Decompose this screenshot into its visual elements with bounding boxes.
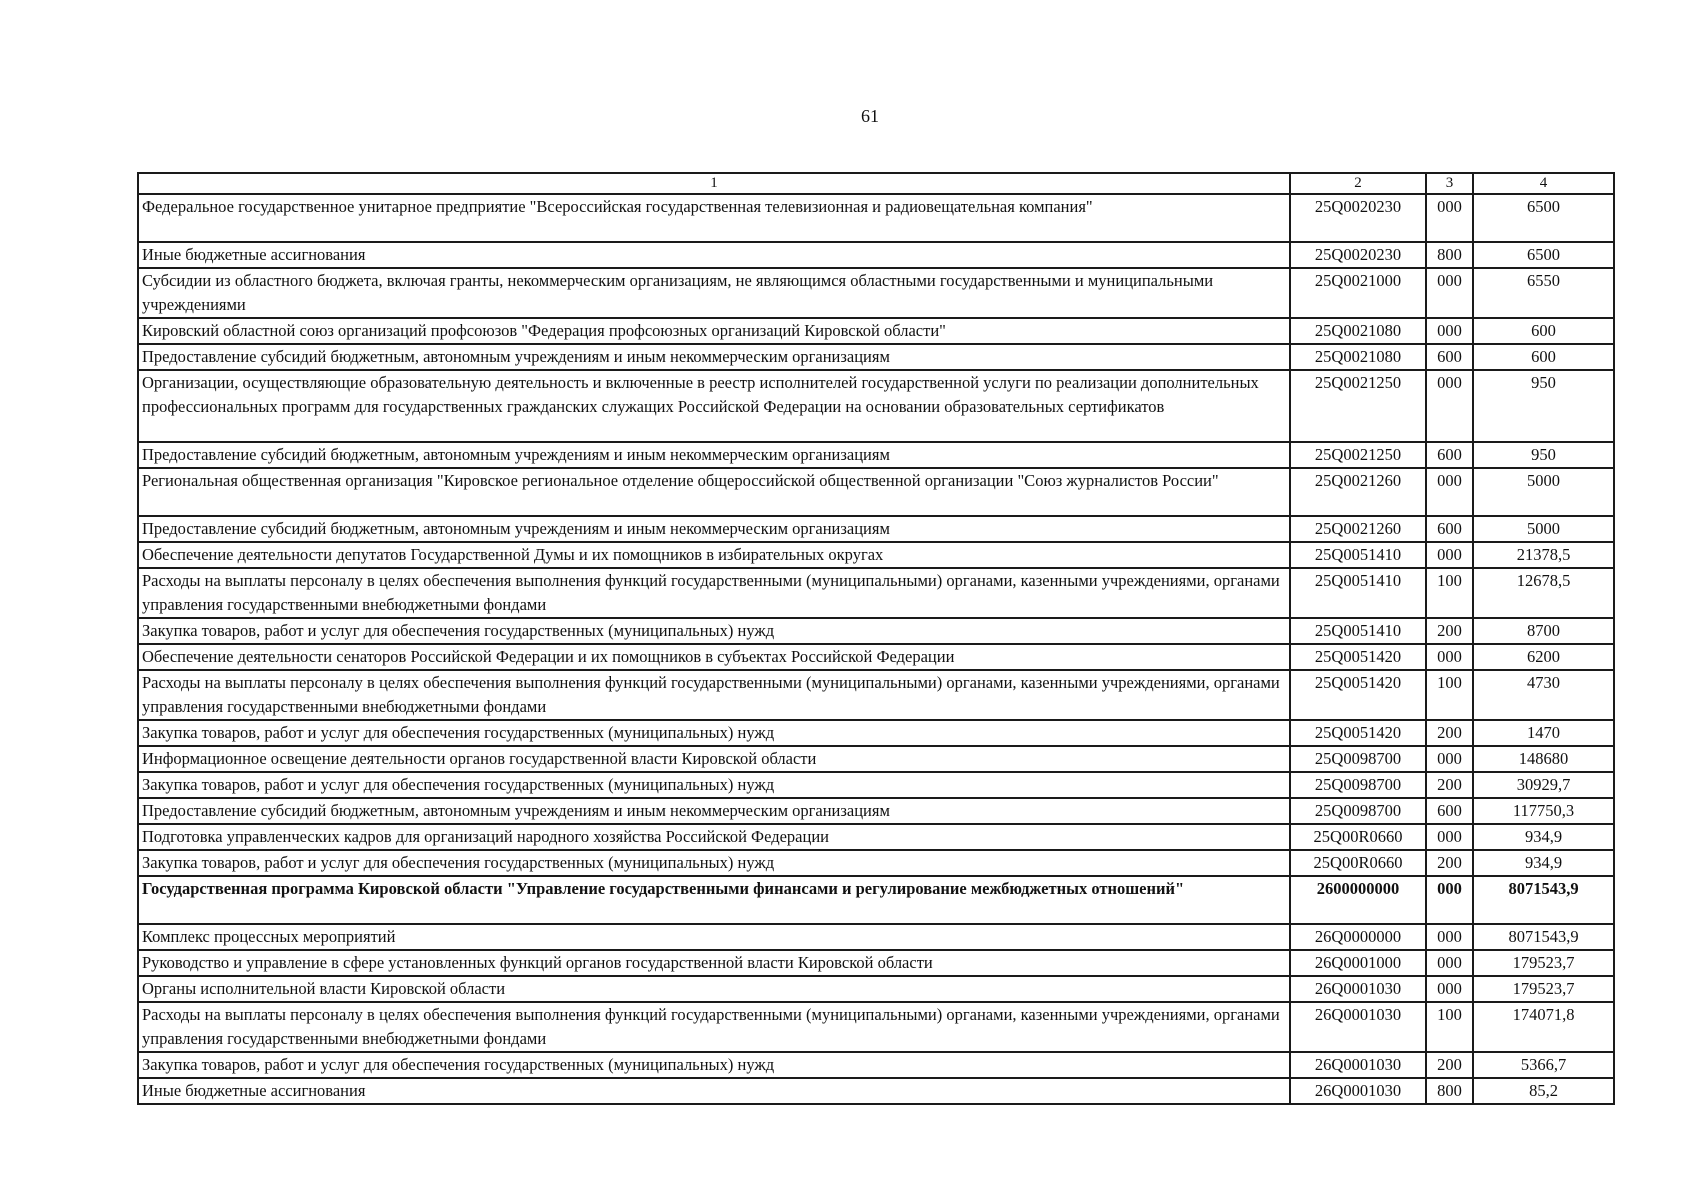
row-expense-type-cell: 100 [1426,670,1473,720]
row-expense-type-cell: 000 [1426,976,1473,1002]
row-amount-cell: 600 [1473,344,1614,370]
row-expense-type-cell: 100 [1426,568,1473,618]
row-expense-type-cell: 000 [1426,318,1473,344]
row-expense-type-cell: 600 [1426,442,1473,468]
row-expense-type-cell: 200 [1426,1052,1473,1078]
table-row [138,950,1614,976]
row-expense-type-cell: 200 [1426,618,1473,644]
row-expense-type-cell: 600 [1426,798,1473,824]
row-name-cell: Организации, осуществляющие образовательную деятельность и включенные в реестр исполнителей государственной услуги по реализации дополнительных профессиональных программ для государственных гражданских служащих Российской Федерации на основании образовательных сертификатов [138,370,1290,442]
row-amount-cell: 117750,3 [1473,798,1614,824]
row-name-cell: Предоставление субсидий бюджетным, автономным учреждениям и иным некоммерческим организациям [138,442,1290,468]
table-row [138,516,1614,542]
row-code-cell: 26Q0001030 [1290,976,1426,1002]
column-header-1: 1 [138,173,1290,194]
table-row [138,976,1614,1002]
row-code-cell: 25Q0021080 [1290,344,1426,370]
row-expense-type-cell: 800 [1426,1078,1473,1104]
row-expense-type-cell: 000 [1426,824,1473,850]
table-row [138,194,1614,242]
table-row [138,1052,1614,1078]
row-expense-type-cell: 000 [1426,268,1473,318]
row-amount-cell: 8071543,9 [1473,876,1614,924]
column-header-3: 3 [1426,173,1473,194]
row-name-cell: Предоставление субсидий бюджетным, автономным учреждениям и иным некоммерческим организациям [138,516,1290,542]
table-row [138,344,1614,370]
row-name-cell: Расходы на выплаты персоналу в целях обеспечения выполнения функций государственными (муниципальными) органами, казенными учреждениями, органами управления государственными внебюджетными фондами [138,568,1290,618]
table-row [138,876,1614,924]
row-name-cell: Закупка товаров, работ и услуг для обеспечения государственных (муниципальных) нужд [138,720,1290,746]
table-header-row [138,173,1614,194]
row-code-cell: 25Q0051420 [1290,670,1426,720]
row-amount-cell: 21378,5 [1473,542,1614,568]
table-row [138,720,1614,746]
row-expense-type-cell: 600 [1426,516,1473,542]
row-name-cell: Расходы на выплаты персоналу в целях обеспечения выполнения функций государственными (муниципальными) органами, казенными учреждениями, органами управления государственными внебюджетными фондами [138,670,1290,720]
table-row [138,924,1614,950]
row-name-cell: Иные бюджетные ассигнования [138,242,1290,268]
page-number: 61 [861,106,879,126]
row-code-cell: 25Q0051410 [1290,618,1426,644]
table-body [138,194,1614,1104]
row-name-cell: Кировский областной союз организаций профсоюзов "Федерация профсоюзных организаций Кировской области" [138,318,1290,344]
row-amount-cell: 6200 [1473,644,1614,670]
row-expense-type-cell: 100 [1426,1002,1473,1052]
row-code-cell: 25Q0098700 [1290,772,1426,798]
row-code-cell: 25Q00R0660 [1290,824,1426,850]
table-row [138,824,1614,850]
table-row [138,644,1614,670]
table-row [138,746,1614,772]
row-expense-type-cell: 200 [1426,850,1473,876]
table-row [138,798,1614,824]
row-expense-type-cell: 600 [1426,344,1473,370]
row-amount-cell: 934,9 [1473,850,1614,876]
table-row [138,670,1614,720]
row-name-cell: Закупка товаров, работ и услуг для обеспечения государственных (муниципальных) нужд [138,772,1290,798]
row-name-cell: Федеральное государственное унитарное предприятие "Всероссийская государственная телевизионная и радиовещательная компания" [138,194,1290,242]
row-amount-cell: 1470 [1473,720,1614,746]
row-expense-type-cell: 000 [1426,644,1473,670]
row-expense-type-cell: 200 [1426,720,1473,746]
row-code-cell: 25Q0021250 [1290,442,1426,468]
row-code-cell: 2600000000 [1290,876,1426,924]
table-row [138,318,1614,344]
row-expense-type-cell: 000 [1426,370,1473,442]
row-amount-cell: 5000 [1473,516,1614,542]
row-amount-cell: 600 [1473,318,1614,344]
row-amount-cell: 6500 [1473,242,1614,268]
row-amount-cell: 179523,7 [1473,976,1614,1002]
row-name-cell: Субсидии из областного бюджета, включая гранты, некоммерческим организациям, не являющимся областными государственными и муниципальными учреждениями [138,268,1290,318]
row-code-cell: 25Q0020230 [1290,194,1426,242]
row-code-cell: 25Q0051420 [1290,720,1426,746]
column-header-2: 2 [1290,173,1426,194]
table-row [138,468,1614,516]
table-row [138,442,1614,468]
row-amount-cell: 174071,8 [1473,1002,1614,1052]
row-name-cell: Закупка товаров, работ и услуг для обеспечения государственных (муниципальных) нужд [138,850,1290,876]
row-code-cell: 25Q0020230 [1290,242,1426,268]
row-expense-type-cell: 000 [1426,542,1473,568]
row-expense-type-cell: 000 [1426,746,1473,772]
row-code-cell: 26Q0001030 [1290,1078,1426,1104]
row-code-cell: 25Q0098700 [1290,798,1426,824]
row-name-cell: Комплекс процессных мероприятий [138,924,1290,950]
row-expense-type-cell: 000 [1426,924,1473,950]
row-name-cell: Предоставление субсидий бюджетным, автономным учреждениям и иным некоммерческим организациям [138,344,1290,370]
table-row [138,568,1614,618]
row-name-cell: Органы исполнительной власти Кировской области [138,976,1290,1002]
table-row [138,850,1614,876]
table-row [138,618,1614,644]
row-name-cell: Обеспечение деятельности сенаторов Российской Федерации и их помощников в субъектах Российской Федерации [138,644,1290,670]
column-header-4: 4 [1473,173,1614,194]
row-name-cell: Закупка товаров, работ и услуг для обеспечения государственных (муниципальных) нужд [138,618,1290,644]
table-row [138,542,1614,568]
row-amount-cell: 950 [1473,442,1614,468]
row-code-cell: 25Q0051410 [1290,568,1426,618]
row-amount-cell: 5000 [1473,468,1614,516]
table-row [138,1078,1614,1104]
row-code-cell: 25Q00R0660 [1290,850,1426,876]
row-expense-type-cell: 000 [1426,876,1473,924]
row-code-cell: 26Q0001000 [1290,950,1426,976]
row-code-cell: 25Q0051410 [1290,542,1426,568]
row-code-cell: 25Q0021080 [1290,318,1426,344]
row-amount-cell: 6500 [1473,194,1614,242]
row-name-cell: Закупка товаров, работ и услуг для обеспечения государственных (муниципальных) нужд [138,1052,1290,1078]
row-name-cell: Руководство и управление в сфере установленных функций органов государственной власти Кировской области [138,950,1290,976]
table-row [138,370,1614,442]
row-expense-type-cell: 800 [1426,242,1473,268]
row-code-cell: 25Q0021260 [1290,516,1426,542]
row-code-cell: 25Q0098700 [1290,746,1426,772]
row-amount-cell: 148680 [1473,746,1614,772]
table-row [138,1002,1614,1052]
row-name-cell: Подготовка управленческих кадров для организаций народного хозяйства Российской Федерации [138,824,1290,850]
row-expense-type-cell: 200 [1426,772,1473,798]
row-expense-type-cell: 000 [1426,194,1473,242]
row-amount-cell: 950 [1473,370,1614,442]
row-code-cell: 26Q0001030 [1290,1052,1426,1078]
table-row [138,242,1614,268]
table-row [138,268,1614,318]
row-name-cell: Региональная общественная организация "Кировское региональное отделение общероссийской общественной организации "Союз журналистов России" [138,468,1290,516]
row-code-cell: 25Q0021260 [1290,468,1426,516]
row-amount-cell: 8700 [1473,618,1614,644]
row-amount-cell: 8071543,9 [1473,924,1614,950]
row-code-cell: 25Q0021000 [1290,268,1426,318]
row-amount-cell: 934,9 [1473,824,1614,850]
row-name-cell: Расходы на выплаты персоналу в целях обеспечения выполнения функций государственными (муниципальными) органами, казенными учреждениями, органами управления государственными внебюджетными фондами [138,1002,1290,1052]
row-name-cell: Иные бюджетные ассигнования [138,1078,1290,1104]
budget-table [137,172,1615,1105]
row-name-cell: Обеспечение деятельности депутатов Государственной Думы и их помощников в избирательных округах [138,542,1290,568]
row-amount-cell: 85,2 [1473,1078,1614,1104]
row-amount-cell: 179523,7 [1473,950,1614,976]
row-amount-cell: 5366,7 [1473,1052,1614,1078]
row-code-cell: 26Q0000000 [1290,924,1426,950]
row-code-cell: 26Q0001030 [1290,1002,1426,1052]
row-expense-type-cell: 000 [1426,468,1473,516]
row-name-cell: Предоставление субсидий бюджетным, автономным учреждениям и иным некоммерческим организациям [138,798,1290,824]
row-name-cell: Государственная программа Кировской области "Управление государственными финансами и регулирование межбюджетных отношений" [138,876,1290,924]
row-amount-cell: 6550 [1473,268,1614,318]
table-row [138,772,1614,798]
row-code-cell: 25Q0021250 [1290,370,1426,442]
row-name-cell: Информационное освещение деятельности органов государственной власти Кировской области [138,746,1290,772]
row-amount-cell: 4730 [1473,670,1614,720]
row-amount-cell: 30929,7 [1473,772,1614,798]
row-code-cell: 25Q0051420 [1290,644,1426,670]
row-expense-type-cell: 000 [1426,950,1473,976]
row-amount-cell: 12678,5 [1473,568,1614,618]
